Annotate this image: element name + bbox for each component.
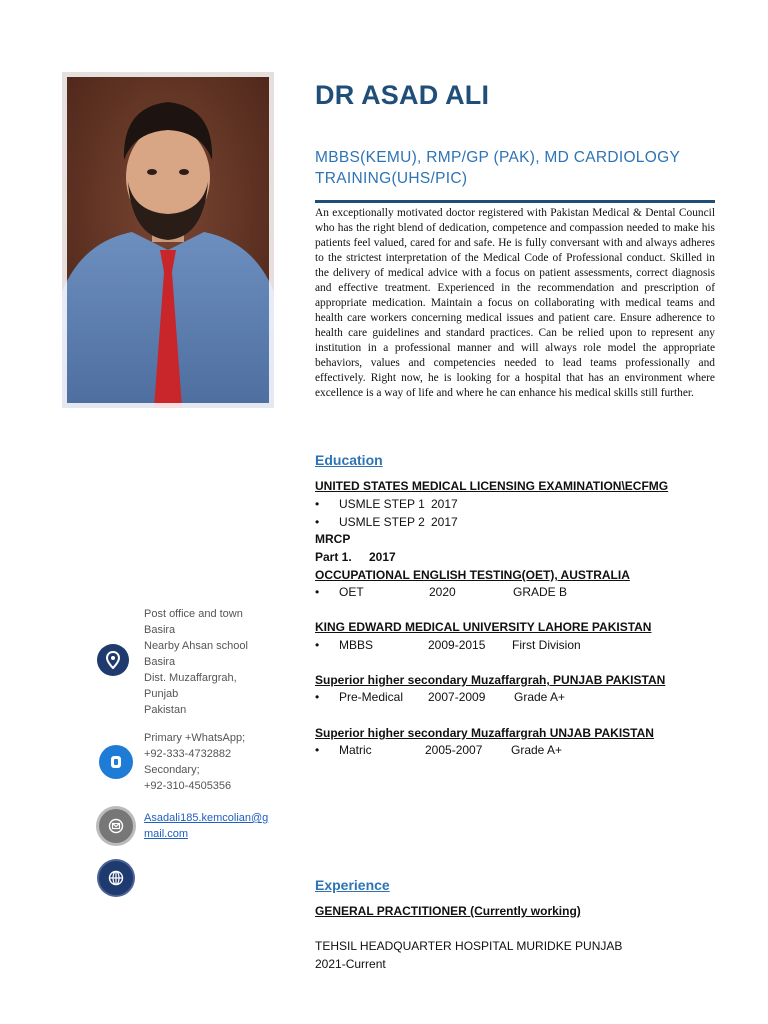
mail-icon (99, 809, 133, 843)
usmle-heading: UNITED STATES MEDICAL LICENSING EXAMINATION\ECFMG (315, 479, 669, 493)
job-role: GENERAL PRACTITIONER (Currently working) (315, 904, 581, 918)
globe-icon (99, 861, 133, 895)
candidate-name: DR ASAD ALI (315, 80, 490, 110)
qualifications: MBBS(KEMU), RMP/GP (PAK), MD CARDIOLOGY TRAINING(UHS/PIC) (315, 149, 680, 187)
mrcp-part: Part 1. 2017 (315, 550, 396, 564)
phone-icon (99, 745, 133, 779)
profile-photo (62, 72, 274, 408)
education-heading: Education (315, 452, 383, 468)
header-divider (315, 200, 715, 203)
address-block: Post office and town Basira Nearby Ahsan school Basira Dist. Muzaffargrah, Punjab Pakistan (144, 608, 248, 716)
location-pin-icon (97, 644, 129, 676)
list-item: • Matric 2005-2007 Grade A+ (315, 743, 563, 757)
list-item: • OET 2020 GRADE B (315, 585, 568, 599)
job-hospital: TEHSIL HEADQUARTER HOSPITAL MURIDKE PUNJAB (315, 939, 623, 953)
list-item: • Pre-Medical 2007-2009 Grade A+ (315, 690, 566, 704)
job-period: 2021-Current (315, 957, 386, 971)
hs1-heading: Superior higher secondary Muzaffargrah, PUNJAB PAKISTAN (315, 673, 666, 687)
professional-summary: An exceptionally motivated doctor registered with Pakistan Medical & Dental Council who has the right blend of dedication, competence and compassion needed to make his patients feel valued, cared for and safe. He is fully conversant with and always adheres to the strictest interpretation of the Medical Code of Professional conduct. Skilled in the delivery of medical advice with a focus on patient assessments, correct diagnosis and effective treatment. Experienced in the recommendation and prescription of appropriate medication. Maintain a focus on collaborating with medical teams and health care workers concerning medical issues and patient care. Ensure adherence to health care guidelines and standard practices. Can be relied upon to represent any institution in a professional manner and will always role model the appropriate behaviors, values and competencies needed to lead teams professionally and effectively. Right now, he is looking for a hospital that has an environment where excellence is a way of life and where he can enhance his medical skills still further. (315, 207, 715, 399)
list-item: • MBBS 2009-2015 First Division (315, 638, 581, 652)
list-item: • USMLE STEP 1 2017 (315, 497, 458, 511)
email-link[interactable]: Asadali185.kemcolian@gmail.com (144, 812, 269, 840)
phone-block: Primary +WhatsApp; +92-333-4732882 Secondary; +92-310-4505356 (144, 732, 246, 792)
mrcp-heading: MRCP (315, 532, 351, 546)
experience-heading: Experience (315, 877, 390, 893)
oet-heading: OCCUPATIONAL ENGLISH TESTING(OET), AUSTRALIA (315, 568, 630, 582)
list-item: • USMLE STEP 2 2017 (315, 515, 458, 529)
hs2-heading: Superior higher secondary Muzaffargrah UNJAB PAKISTAN (315, 726, 654, 740)
kemu-heading: KING EDWARD MEDICAL UNIVERSITY LAHORE PAKISTAN (315, 620, 652, 634)
